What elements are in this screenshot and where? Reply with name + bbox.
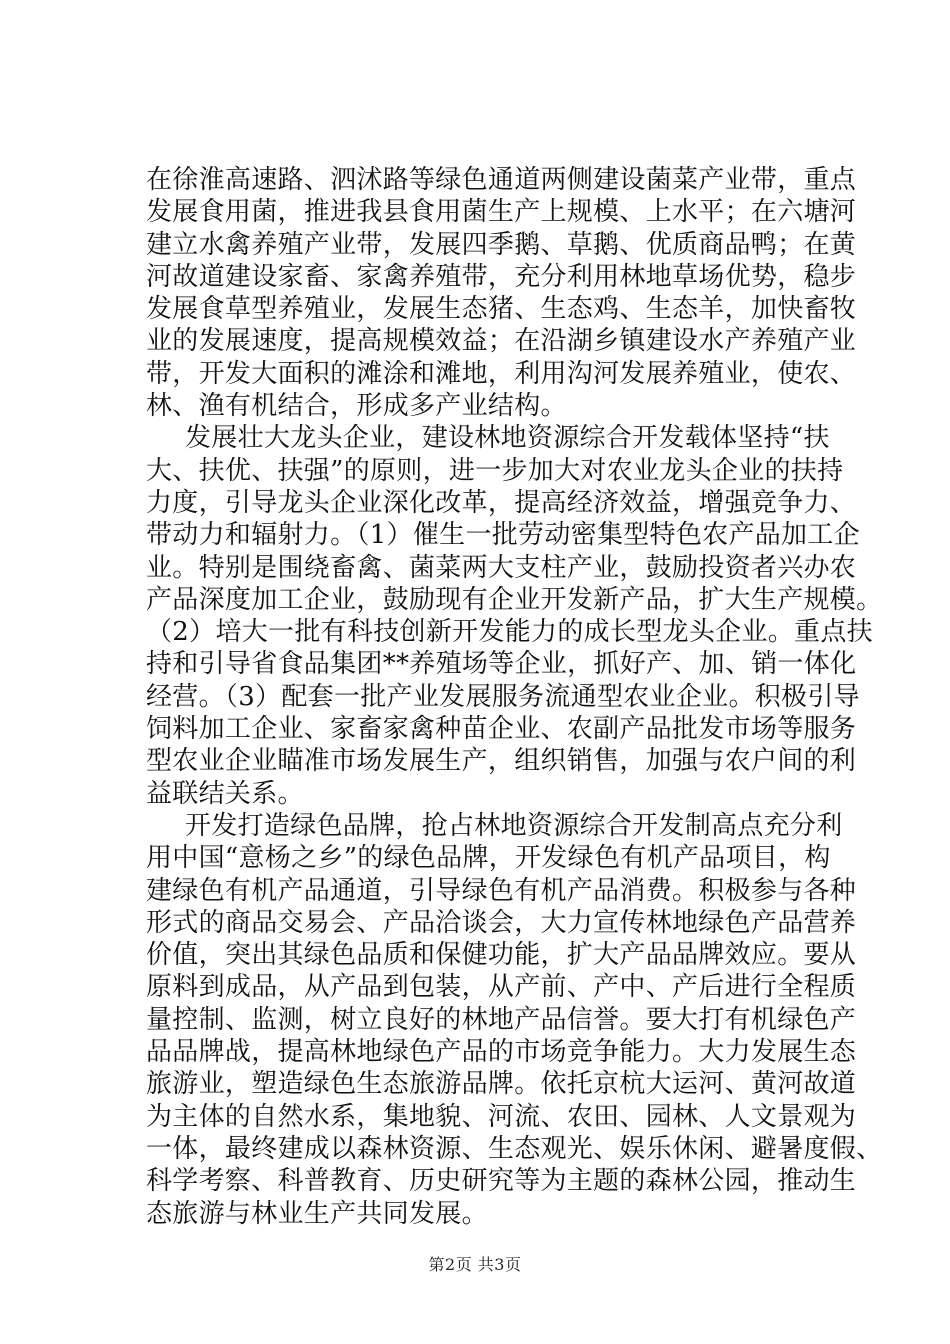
text-line: 科学考察、科普教育、历史研究等为主题的森林公园，推动生 [146, 1166, 857, 1197]
text-line: 量控制、监测，树立良好的林地产品信誉。要大打有机绿色产 [146, 1004, 857, 1035]
text-line: 业。特别是围绕畜禽、菌菜两大支柱产业，鼓励投资者兴办农 [146, 552, 857, 583]
text-line: 价值，突出其绿色品质和保健功能，扩大产品品牌效应。要从 [146, 940, 857, 971]
text-line: 林、渔有机结合，形成多产业结构。 [146, 391, 567, 422]
text-line: 用中国“意杨之乡”的绿色品牌，开发绿色有机产品项目，构 [146, 843, 831, 874]
text-line: 持和引导省食品集团**养殖场等企业，抓好产、加、销一体化 [146, 649, 857, 680]
text-line: 饲料加工企业、家畜家禽种苗企业、农副产品批发市场等服务 [146, 714, 857, 745]
text-line: 带动力和辐射力。（1）催生一批劳动密集型特色农产品加工企 [146, 520, 860, 551]
text-line: 发展食草型养殖业，发展生态猪、生态鸡、生态羊，加快畜牧 [146, 294, 857, 325]
text-line: 型农业企业瞄准市场发展生产，组织销售，加强与农户间的利 [146, 746, 857, 777]
text-line: （2）培大一批有科技创新开发能力的成长型龙头企业。重点扶 [146, 617, 873, 648]
text-line: 为主体的自然水系，集地貌、河流、农田、园林、人文景观为 [146, 1101, 857, 1132]
text-line: 发展壮大龙头企业，建设林地资源综合开发载体坚持“扶 [185, 423, 830, 454]
page-footer: 第2页 共3页 [428, 1255, 522, 1274]
paragraph-3 [146, 810, 883, 1230]
text-line: 一体，最终建成以森林资源、生态观光、娱乐休闲、避暑度假、 [146, 1133, 883, 1164]
paragraph-1 [146, 164, 857, 422]
text-line: 力度，引导龙头企业深化改革，提高经济效益，增强竞争力、 [146, 487, 857, 518]
text-line: 品品牌战，提高林地绿色产品的市场竞争能力。大力发展生态 [146, 1037, 857, 1068]
text-line: 经营。（3）配套一批产业发展服务流通型农业企业。积极引导 [146, 681, 860, 712]
text-line: 开发打造绿色品牌，抢占林地资源综合开发制高点充分利 [185, 810, 843, 841]
document-body [146, 164, 883, 1230]
text-line: 产品深度加工企业，鼓励现有企业开发新产品，扩大生产规模。 [146, 584, 883, 615]
text-line: 带，开发大面积的滩涂和滩地，利用沟河发展养殖业，使农、 [146, 358, 857, 389]
text-line: 态旅游与林业生产共同发展。 [146, 1198, 488, 1229]
text-line: 发展食用菌，推进我县食用菌生产上规模、上水平；在六塘河 [146, 197, 857, 228]
text-line: 业的发展速度，提高规模效益；在沿湖乡镇建设水产养殖产业 [146, 326, 857, 357]
text-line: 原料到成品，从产品到包装，从产前、产中、产后进行全程质 [146, 972, 857, 1003]
text-line: 旅游业，塑造绿色生态旅游品牌。依托京杭大运河、黄河故道 [146, 1069, 857, 1100]
text-line: 河故道建设家畜、家禽养殖带，充分利用林地草场优势，稳步 [146, 261, 857, 292]
text-line: 形式的商品交易会、产品洽谈会，大力宣传林地绿色产品营养 [146, 907, 857, 938]
text-line: 大、扶优、扶强”的原则，进一步加大对农业龙头企业的扶持 [146, 455, 844, 486]
text-line: 益联结关系。 [146, 778, 304, 809]
text-line: 在徐淮高速路、泗沭路等绿色通道两侧建设菌菜产业带，重点 [146, 165, 857, 195]
text-line: 建立水禽养殖产业带，发展四季鹅、草鹅、优质商品鸭；在黄 [146, 229, 857, 260]
paragraph-2 [146, 422, 883, 810]
text-line: 建绿色有机产品通道，引导绿色有机产品消费。积极参与各种 [146, 875, 857, 906]
